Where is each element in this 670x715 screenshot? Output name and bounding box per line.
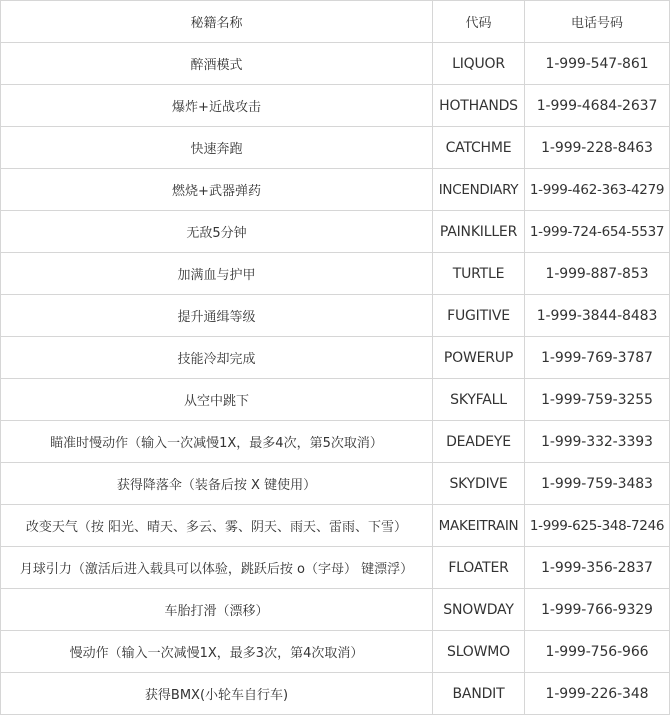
header-row <box>1 1 670 43</box>
effect-cell: 燃烧+武器弹药 <box>1 169 433 211</box>
phone-cell: 1-999-4684-2637 <box>525 85 670 127</box>
effect-cell: 技能冷却完成 <box>1 337 433 379</box>
table-row <box>1 463 670 505</box>
code-cell: PAINKILLER <box>433 211 525 253</box>
effect-cell: 慢动作（输入一次减慢1X，最多3次，第4次取消） <box>1 631 433 673</box>
table-header <box>1 1 670 43</box>
effect-cell: 提升通缉等级 <box>1 295 433 337</box>
phone-cell: 1-999-226-348 <box>525 673 670 715</box>
phone-cell: 1-999-332-3393 <box>525 421 670 463</box>
effect-cell: 获得BMX(小轮车自行车) <box>1 673 433 715</box>
effect-cell: 瞄准时慢动作（输入一次减慢1X，最多4次，第5次取消） <box>1 421 433 463</box>
code-cell: FUGITIVE <box>433 295 525 337</box>
table-row <box>1 631 670 673</box>
phone-cell: 1-999-3844-8483 <box>525 295 670 337</box>
table-row <box>1 379 670 421</box>
table-body <box>1 43 670 715</box>
code-cell: SLOWMO <box>433 631 525 673</box>
table-row <box>1 169 670 211</box>
table-row <box>1 673 670 715</box>
code-cell: FLOATER <box>433 547 525 589</box>
phone-cell: 1-999-625-348-7246 <box>525 505 670 547</box>
code-cell: TURTLE <box>433 253 525 295</box>
code-cell: INCENDIARY <box>433 169 525 211</box>
header-code: 代码 <box>433 1 525 43</box>
code-cell: DEADEYE <box>433 421 525 463</box>
table-row <box>1 85 670 127</box>
phone-cell: 1-999-769-3787 <box>525 337 670 379</box>
effect-cell: 获得降落伞（装备后按 X 键使用） <box>1 463 433 505</box>
table-row <box>1 295 670 337</box>
effect-cell: 改变天气（按 阳光、晴天、多云、雾、阴天、雨天、雷雨、下雪） <box>1 505 433 547</box>
effect-cell: 无敌5分钟 <box>1 211 433 253</box>
code-cell: LIQUOR <box>433 43 525 85</box>
effect-cell: 快速奔跑 <box>1 127 433 169</box>
code-cell: SNOWDAY <box>433 589 525 631</box>
phone-cell: 1-999-356-2837 <box>525 547 670 589</box>
phone-cell: 1-999-887-853 <box>525 253 670 295</box>
phone-cell: 1-999-759-3483 <box>525 463 670 505</box>
phone-cell: 1-999-462-363-4279 <box>525 169 670 211</box>
table-row <box>1 253 670 295</box>
phone-cell: 1-999-756-966 <box>525 631 670 673</box>
table-row <box>1 589 670 631</box>
code-cell: POWERUP <box>433 337 525 379</box>
code-cell: CATCHME <box>433 127 525 169</box>
table-row <box>1 43 670 85</box>
phone-cell: 1-999-547-861 <box>525 43 670 85</box>
code-cell: SKYDIVE <box>433 463 525 505</box>
effect-cell: 月球引力（激活后进入载具可以体验，跳跃后按 o（字母） 键漂浮） <box>1 547 433 589</box>
effect-cell: 爆炸+近战攻击 <box>1 85 433 127</box>
effect-cell: 加满血与护甲 <box>1 253 433 295</box>
effect-cell: 从空中跳下 <box>1 379 433 421</box>
code-cell: MAKEITRAIN <box>433 505 525 547</box>
table-row <box>1 211 670 253</box>
phone-cell: 1-999-724-654-5537 <box>525 211 670 253</box>
table-row <box>1 547 670 589</box>
phone-cell: 1-999-228-8463 <box>525 127 670 169</box>
code-cell: SKYFALL <box>433 379 525 421</box>
table-row <box>1 505 670 547</box>
table-row <box>1 337 670 379</box>
code-cell: BANDIT <box>433 673 525 715</box>
effect-cell: 醉酒模式 <box>1 43 433 85</box>
phone-cell: 1-999-766-9329 <box>525 589 670 631</box>
code-cell: HOTHANDS <box>433 85 525 127</box>
table-row <box>1 421 670 463</box>
effect-cell: 车胎打滑（漂移） <box>1 589 433 631</box>
header-effect: 秘籍名称 <box>1 1 433 43</box>
table-row <box>1 127 670 169</box>
phone-cell: 1-999-759-3255 <box>525 379 670 421</box>
header-phone: 电话号码 <box>525 1 670 43</box>
